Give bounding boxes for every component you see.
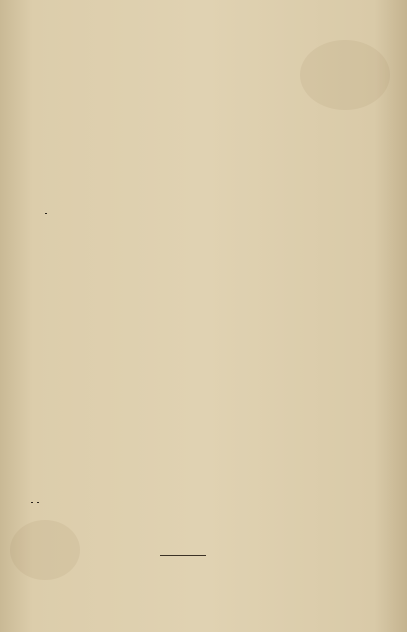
fraction-num: [31, 502, 33, 503]
fraction-num: [45, 213, 47, 214]
fraction-4-4: [31, 502, 33, 503]
fraction-5-5: [37, 502, 39, 503]
fraction-num: [37, 502, 39, 503]
domino-diagram: [45, 372, 375, 456]
paper-stain: [10, 520, 80, 580]
closing-rule: [160, 555, 206, 556]
paragraph-doubles: [30, 497, 382, 507]
paper-stain: [300, 40, 390, 110]
fraction-6-6: [45, 213, 47, 214]
paragraph-start: [30, 208, 382, 218]
